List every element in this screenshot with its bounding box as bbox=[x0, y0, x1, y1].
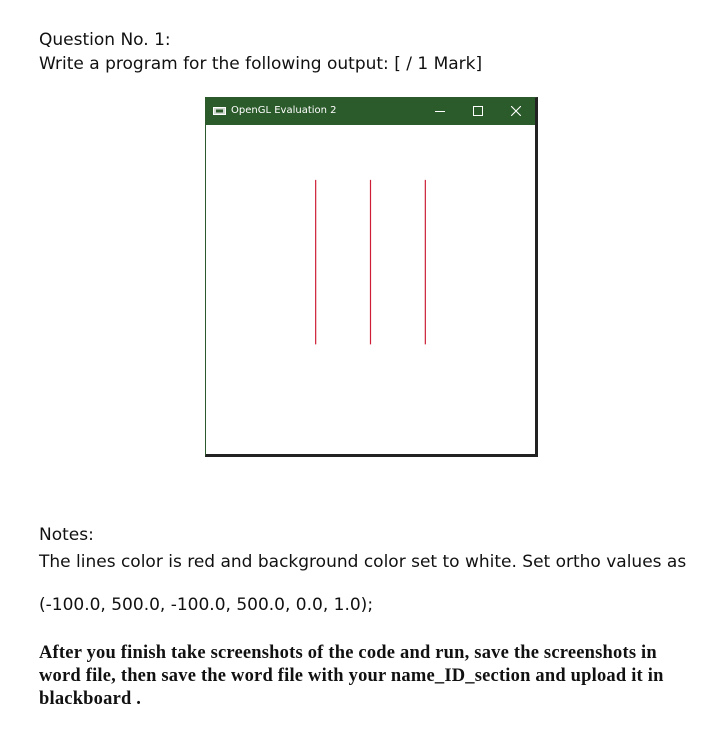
window-title: OpenGL Evaluation 2 bbox=[231, 105, 337, 116]
notes-label: Notes: bbox=[39, 525, 94, 545]
maximize-button[interactable] bbox=[459, 98, 497, 125]
window-titlebar[interactable] bbox=[206, 98, 535, 125]
minimize-icon bbox=[435, 106, 445, 116]
close-button[interactable] bbox=[497, 98, 535, 125]
question-text: Write a program for the following output: [ / 1 Mark] bbox=[39, 54, 483, 74]
render-canvas bbox=[206, 125, 535, 454]
submission-instructions: After you finish take screenshots of the code and run, save the screenshots in word file, then save the word file with your name_ID_section and upload it in blackboard . bbox=[39, 643, 664, 709]
ortho-values: (-100.0, 500.0, -100.0, 500.0, 0.0, 1.0); bbox=[39, 595, 374, 615]
close-icon bbox=[511, 106, 521, 116]
minimize-button[interactable] bbox=[421, 98, 459, 125]
maximize-icon bbox=[473, 106, 483, 116]
notes-text: The lines color is red and background color set to white. Set ortho values as bbox=[39, 552, 687, 572]
opengl-window bbox=[205, 97, 538, 457]
app-icon bbox=[213, 107, 226, 115]
question-title: Question No. 1: bbox=[39, 30, 171, 50]
